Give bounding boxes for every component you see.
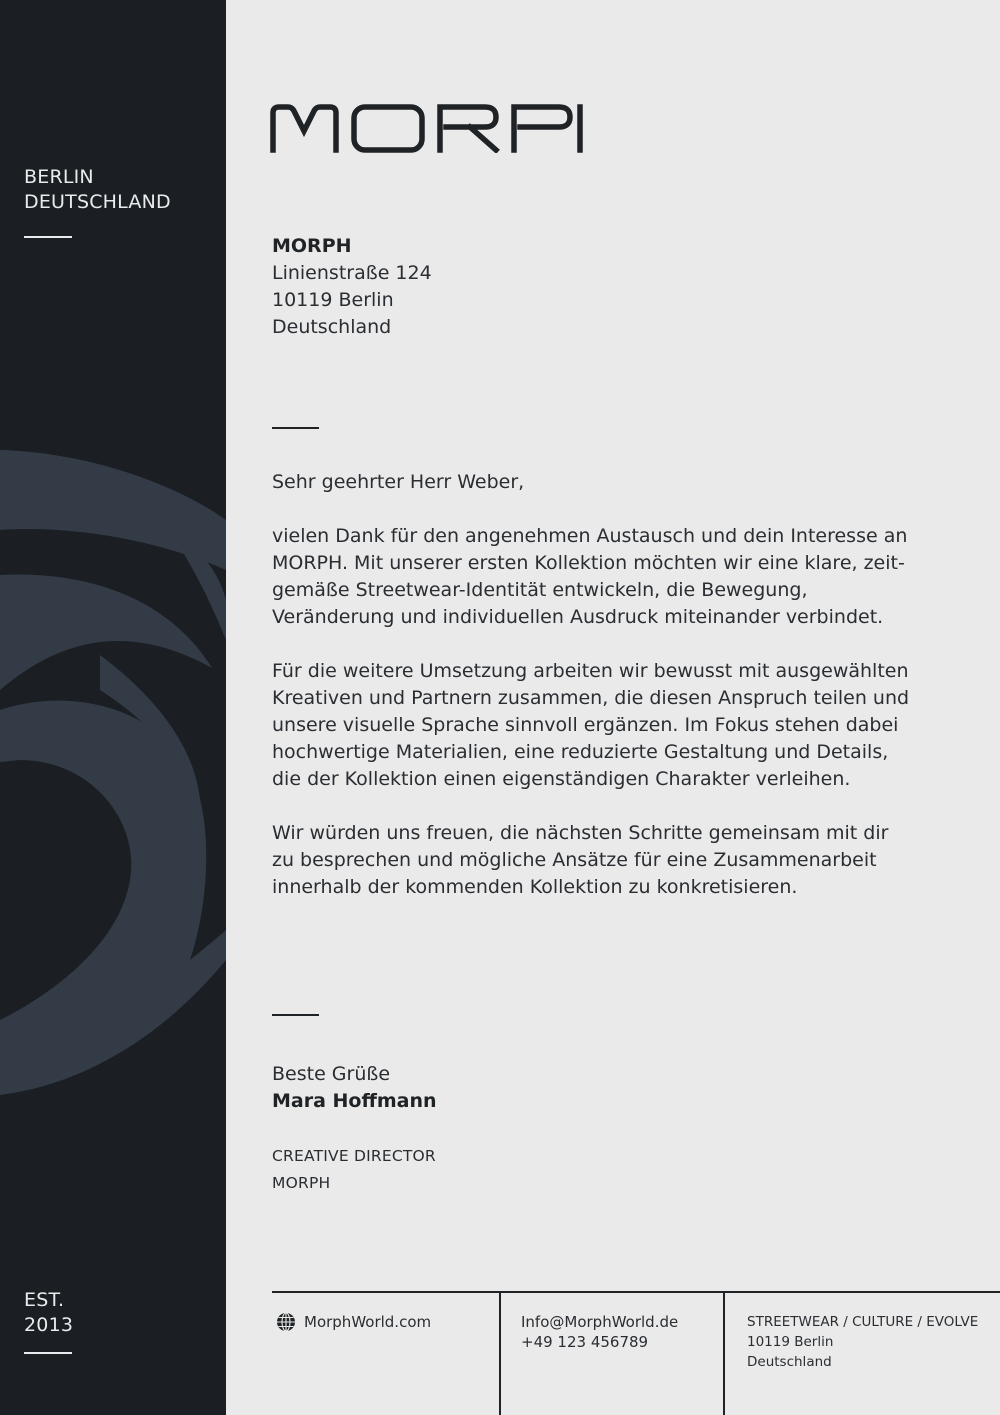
paragraph-1: vielen Dank für den angenehmen Austausch und dein Interesse an MORPH. Mit unserer ersten Kollektion möchten wir eine klare, zeit-gemäße Streetwear-Identität entwickeln, die Bewegung, Veränderung und individuellen Ausdruck miteinander verbindet. (272, 525, 908, 628)
footer-separator-1 (499, 1293, 501, 1415)
divider-signature (272, 1014, 319, 1016)
sidebar-established (24, 1288, 73, 1338)
website-link[interactable]: MorphWorld.com (304, 1313, 432, 1331)
footer-contact (521, 1312, 678, 1352)
sender-address (272, 233, 432, 341)
sidebar-country: DEUTSCHLAND (24, 191, 171, 213)
sidebar-city: BERLIN (24, 166, 94, 188)
letter-body (272, 469, 912, 928)
sender-country: Deutschland (272, 316, 392, 338)
closing: Beste Grüße (272, 1063, 391, 1085)
divider-address (272, 427, 319, 429)
sidebar (0, 0, 226, 1415)
signer-company: MORPH (272, 1174, 331, 1192)
footer-divider (272, 1291, 1000, 1293)
sender-street: Linienstraße 124 (272, 262, 432, 284)
signer-role: CREATIVE DIRECTOR (272, 1147, 436, 1165)
footer-info (747, 1312, 978, 1372)
tagline: STREETWEAR / CULTURE / EVOLVE (747, 1314, 979, 1330)
est-label: EST. (24, 1289, 65, 1311)
sidebar-divider-top (24, 236, 72, 238)
footer-city: 10119 Berlin (747, 1334, 834, 1350)
signature-block (272, 1061, 437, 1115)
phone-number: +49 123 456789 (521, 1333, 649, 1351)
est-year: 2013 (24, 1314, 74, 1336)
footer-country: Deutschland (747, 1354, 832, 1370)
sender-city: 10119 Berlin (272, 289, 394, 311)
footer-website (276, 1312, 431, 1332)
morph-logo (270, 103, 596, 157)
signer-name: Mara Hoffmann (272, 1090, 437, 1112)
paragraph-2: Für die weitere Umsetzung arbeiten wir bewusst mit ausgewählten Kreativen und Partnern zusammen, die diesen Anspruch teilen und unsere visuelle Sprache sinnvoll ergänzen. Im Fokus stehen dabei hochwertige Materialien, eine reduzierte Gestaltung und Details, die der Kollektion einen eigenständigen Charakter verleihen. (272, 660, 910, 790)
globe-icon (276, 1312, 296, 1332)
morph-logo-h (530, 103, 600, 153)
sender-name: MORPH (272, 235, 352, 257)
sidebar-location (24, 165, 171, 215)
signer-role-block (272, 1143, 436, 1197)
footer-separator-2 (723, 1293, 725, 1415)
paragraph-3: Wir würden uns freuen, die nächsten Schritte gemeinsam mit dir zu besprechen und mögliche Ansätze für eine Zusammenarbeit innerhalb der kommenden Kollektion zu konkretisieren. (272, 822, 889, 898)
email-link[interactable]: Info@MorphWorld.de (521, 1313, 679, 1331)
sidebar-divider-bottom (24, 1352, 72, 1354)
letter-page (226, 0, 1000, 1415)
salutation: Sehr geehrter Herr Weber, (272, 471, 525, 493)
